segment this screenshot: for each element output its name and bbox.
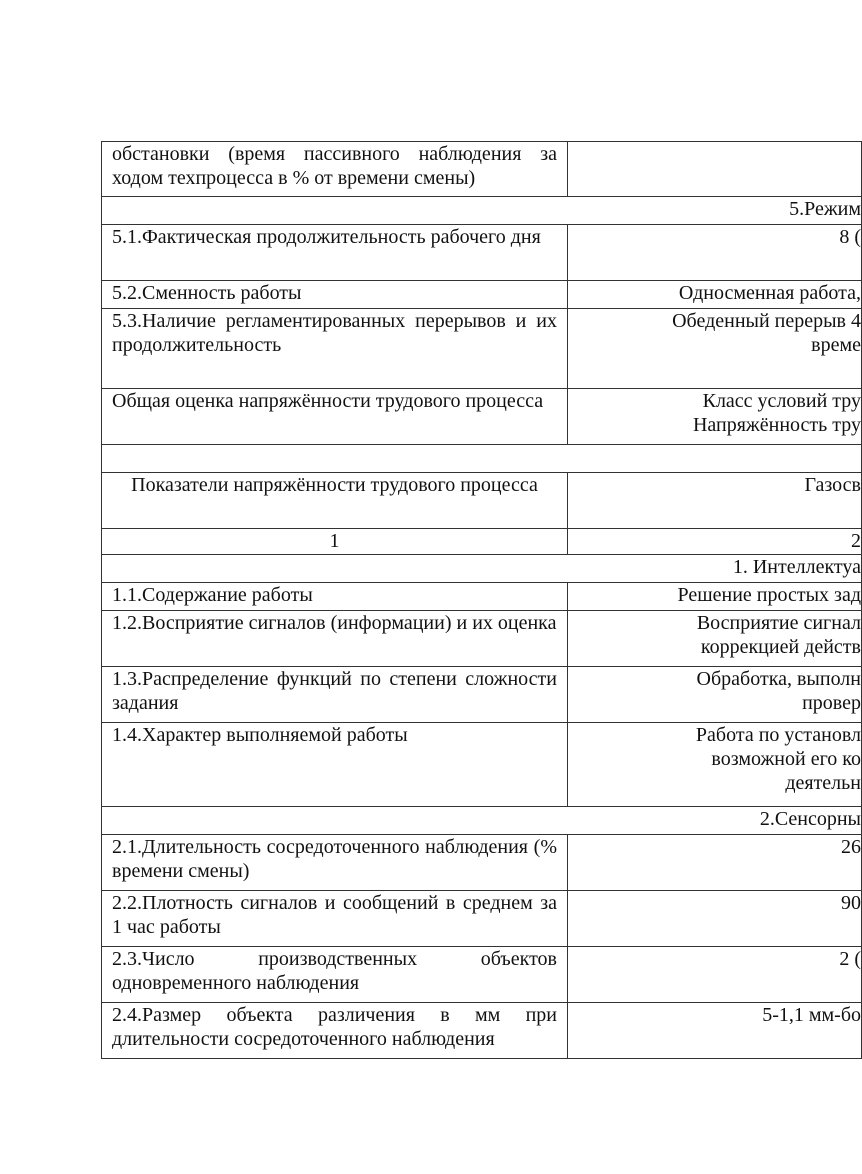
row-value: 90 bbox=[568, 891, 862, 947]
table-row bbox=[102, 389, 862, 445]
column-number: 1 bbox=[102, 529, 568, 555]
row-label: 1.3.Распределение функций по степени сложности задания bbox=[102, 667, 568, 723]
row-value-line: Обработка, выполн bbox=[696, 668, 861, 690]
row-value-line: деятельн bbox=[785, 772, 861, 794]
row-value: Решение простых зад bbox=[568, 583, 862, 611]
row-value-line: Напряжённость тру bbox=[692, 414, 861, 436]
row-value: 5-1,1 мм-бо bbox=[568, 1003, 862, 1059]
table-row bbox=[102, 723, 862, 807]
column-header: Показатели напряжённости трудового процесса bbox=[102, 473, 568, 529]
row-value: 8 ( bbox=[568, 225, 862, 281]
section-row bbox=[102, 555, 862, 583]
row-label: обстановки (время пассивного наблюдения за ходом техпроцесса в % от времени смены) bbox=[102, 142, 568, 197]
empty-cell bbox=[102, 445, 862, 473]
table-row bbox=[102, 947, 862, 1003]
row-value-line: коррекцией действ bbox=[700, 636, 861, 658]
row-value-line: Класс условий тру bbox=[702, 390, 861, 412]
row-label: 2.4.Размер объекта различения в мм при длительности сосредоточенного наблюдения bbox=[102, 1003, 568, 1059]
table-row bbox=[102, 667, 862, 723]
row-value bbox=[568, 142, 862, 197]
row-label: 2.2.Плотность сигналов и сообщений в среднем за 1 час работы bbox=[102, 891, 568, 947]
column-number: 2 bbox=[568, 529, 862, 555]
row-value bbox=[568, 611, 862, 667]
row-value: 26 bbox=[568, 835, 862, 891]
table-row bbox=[102, 309, 862, 389]
row-label: 1.4.Характер выполняемой работы bbox=[102, 723, 568, 807]
row-value bbox=[568, 667, 862, 723]
table-row bbox=[102, 891, 862, 947]
table-row bbox=[102, 281, 862, 309]
table-row bbox=[102, 835, 862, 891]
row-value bbox=[568, 389, 862, 445]
table-row bbox=[102, 142, 862, 197]
row-label: 1.2.Восприятие сигналов (информации) и их оценка bbox=[102, 611, 568, 667]
table-row bbox=[102, 611, 862, 667]
row-label: 5.1.Фактическая продолжительность рабочего дня bbox=[102, 225, 568, 281]
row-value-line: Обеденный перерыв 4 bbox=[672, 310, 861, 332]
table-row bbox=[102, 583, 862, 611]
row-label: 1.1.Содержание работы bbox=[102, 583, 568, 611]
row-value-line: Работа по установл bbox=[695, 724, 861, 746]
row-value-line: провер bbox=[802, 692, 861, 714]
row-label: 2.1.Длительность сосредоточенного наблюдения (% времени смены) bbox=[102, 835, 568, 891]
section-row bbox=[102, 807, 862, 835]
column-header: Газосв bbox=[568, 473, 862, 529]
section-title: 1. Интеллектуа bbox=[102, 555, 862, 583]
section-row bbox=[102, 197, 862, 225]
row-value-line: време bbox=[811, 334, 861, 356]
row-value-line: Восприятие сигнал bbox=[696, 612, 861, 634]
row-value-line: возможной его ко bbox=[711, 748, 861, 770]
section-title: 2.Сенсорны bbox=[102, 807, 862, 835]
row-value: Односменная работа, bbox=[568, 281, 862, 309]
empty-row bbox=[102, 445, 862, 473]
row-label: 5.3.Наличие регламентированных перерывов и их продолжительность bbox=[102, 309, 568, 389]
row-value bbox=[568, 723, 862, 807]
row-value bbox=[568, 309, 862, 389]
row-value: 2 ( bbox=[568, 947, 862, 1003]
row-label: 5.2.Сменность работы bbox=[102, 281, 568, 309]
row-label: Общая оценка напряжённости трудового процесса bbox=[102, 389, 568, 445]
table-row bbox=[102, 1003, 862, 1059]
indicators-table bbox=[101, 141, 862, 1059]
section-title: 5.Режим bbox=[102, 197, 862, 225]
column-number-row bbox=[102, 529, 862, 555]
header-row bbox=[102, 473, 862, 529]
table-row bbox=[102, 225, 862, 281]
row-label: 2.3.Число производственных объектов одновременного наблюдения bbox=[102, 947, 568, 1003]
